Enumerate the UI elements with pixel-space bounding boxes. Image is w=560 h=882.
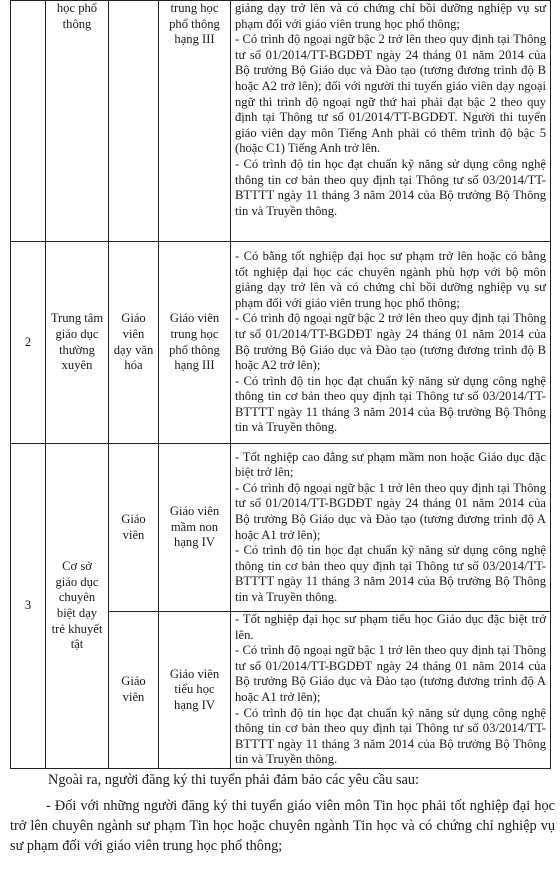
requirements-cell [231, 242, 551, 444]
requirement-item: - Có trình độ tin học đạt chuẩn kỹ năng sử dụng công nghệ thông tin cơ bản theo quy định tại Thông tư số 03/2014/TT-BTTTT ngày 11 tháng 3 năm 2014 của Bộ trưởng Bộ Thông tin và Truyền thông. [235, 156, 546, 218]
unit-cell: Trung tâm giáo dục thường xuyên [46, 242, 109, 444]
requirement-item: - Tốt nghiệp cao đẳng sư phạm mầm non hoặc Giáo dục đặc biệt trở lên; [235, 449, 546, 480]
requirement-item: - Có bằng tốt nghiệp đại học sư phạm trở lên hoặc có bằng tốt nghiệp đại học các chuyên ngành phù hợp với bộ môn giảng dạy trở lên và có chứng chỉ bồi dưỡng nghiệp vụ sư phạm đối với giáo viên trung học phổ thông; [235, 248, 546, 310]
rank-cell: Giáo viên tiểu học hạng IV [159, 612, 231, 769]
recruitment-requirements-table [10, 0, 551, 769]
requirement-item: - Có trình độ tin học đạt chuẩn kỹ năng sử dụng công nghệ thông tin cơ bản theo quy định tại Thông tư số 03/2014/TT-BTTTT ngày 11 tháng 3 năm 2014 của Bộ trưởng Bộ Thông tin và Truyền thông. [235, 373, 546, 435]
requirement-item: - Có trình độ tin học đạt chuẩn kỹ năng sử dụng công nghệ thông tin cơ bản theo quy định tại Thông tư số 03/2014/TT-BTTTT ngày 11 tháng 3 năm 2014 của Bộ trưởng Bộ Thông tin và Truyền thông. [235, 705, 546, 767]
requirements-cell [231, 612, 551, 769]
unit-cell: học phổ thông [46, 1, 109, 242]
unit-cell: Cơ sở giáo dục chuyên biệt dạy trẻ khuyết tật [46, 444, 109, 769]
requirement-item: - Có trình độ ngoại ngữ bậc 2 trở lên theo quy định tại Thông tư số 01/2014/TT-BGDĐT ngày 24 tháng 01 năm 2014 của Bộ trưởng Bộ Giáo dục và Đào tạo (tương đương trình độ B hoặc A2 trở lên); đối với người thi tuyển giáo viên dạy ngoại ngữ thì trình độ ngoại ngữ thứ hai phải đạt bậc 2 theo quy định tại Thông tư số 01/2014/TT-BGDĐT. Người thi tuyển giáo viên dạy môn Tiếng Anh phải có thêm trình độ bậc 5 (hoặc C1) Tiếng Anh trở lên. [235, 32, 546, 156]
row-number: 2 [11, 242, 46, 444]
position-cell: Giáo viên dạy văn hóa [109, 242, 159, 444]
requirement-item: - Có trình độ ngoại ngữ bậc 1 trở lên theo quy định tại Thông tư số 01/2014/TT-BGDĐT ngày 24 tháng 01 năm 2014 của Bộ trưởng Bộ Giáo dục và Đào tạo (tương đương trình độ A hoặc A1 trở lên); [235, 480, 546, 542]
table-row [11, 242, 551, 444]
rank-cell: Giáo viên trung học phổ thông hạng III [159, 242, 231, 444]
position-cell [109, 1, 159, 242]
additional-requirements-intro: Ngoài ra, người đăng ký thi tuyển phải đảm bảo các yêu cầu sau: [48, 772, 420, 788]
table-row [11, 1, 551, 242]
table-row [11, 444, 551, 612]
requirements-cell [231, 444, 551, 612]
additional-requirements [10, 770, 555, 856]
requirement-item: - Có trình độ ngoại ngữ bậc 1 trở lên theo quy định tại Thông tư số 01/2014/TT-BGDĐT ngày 24 tháng 01 năm 2014 của Bộ trưởng Bộ Giáo dục và Đào tạo (tương đương trình độ A hoặc A1 trở lên); [235, 643, 546, 704]
additional-requirement-item: - Đối với những người đăng ký thi tuyển giáo viên môn Tin học phải tốt nghiệp đại học trở lên chuyên ngành sư phạm Tin học hoặc chuyên ngành Tin học và có chứng chỉ nghiệp vụ sư phạm đối với giáo viên trung học phổ thông; [10, 798, 555, 854]
position-cell: Giáo viên [109, 444, 159, 612]
requirement-item: - Có trình độ ngoại ngữ bậc 2 trở lên theo quy định tại Thông tư số 01/2014/TT-BGDĐT ngày 24 tháng 01 năm 2014 của Bộ trưởng Bộ Giáo dục và Đào tạo (tương đương trình độ B hoặc A2 trở lên); [235, 311, 546, 373]
row-number: 3 [11, 444, 46, 769]
requirement-item: - Có trình độ tin học đạt chuẩn kỹ năng sử dụng công nghệ thông tin cơ bản theo quy định tại Thông tư số 03/2014/TT-BTTTT ngày 11 tháng 3 năm 2014 của Bộ trưởng Bộ Thông tin và Truyền thông. [235, 543, 546, 604]
requirement-item: - Tốt nghiệp đại học sư phạm tiểu học Giáo dục đặc biệt trở lên. [235, 612, 546, 642]
rank-cell: Giáo viên mầm non hạng IV [159, 444, 231, 612]
row-number [11, 1, 46, 242]
position-cell: Giáo viên [109, 612, 159, 769]
requirement-item: giảng dạy trở lên và có chứng chỉ bồi dưỡng nghiệp vụ sư phạm đối với giáo viên trung học phổ thông; [235, 1, 546, 31]
requirements-cell [231, 1, 551, 242]
rank-cell: trung học phổ thông hạng III [159, 1, 231, 242]
